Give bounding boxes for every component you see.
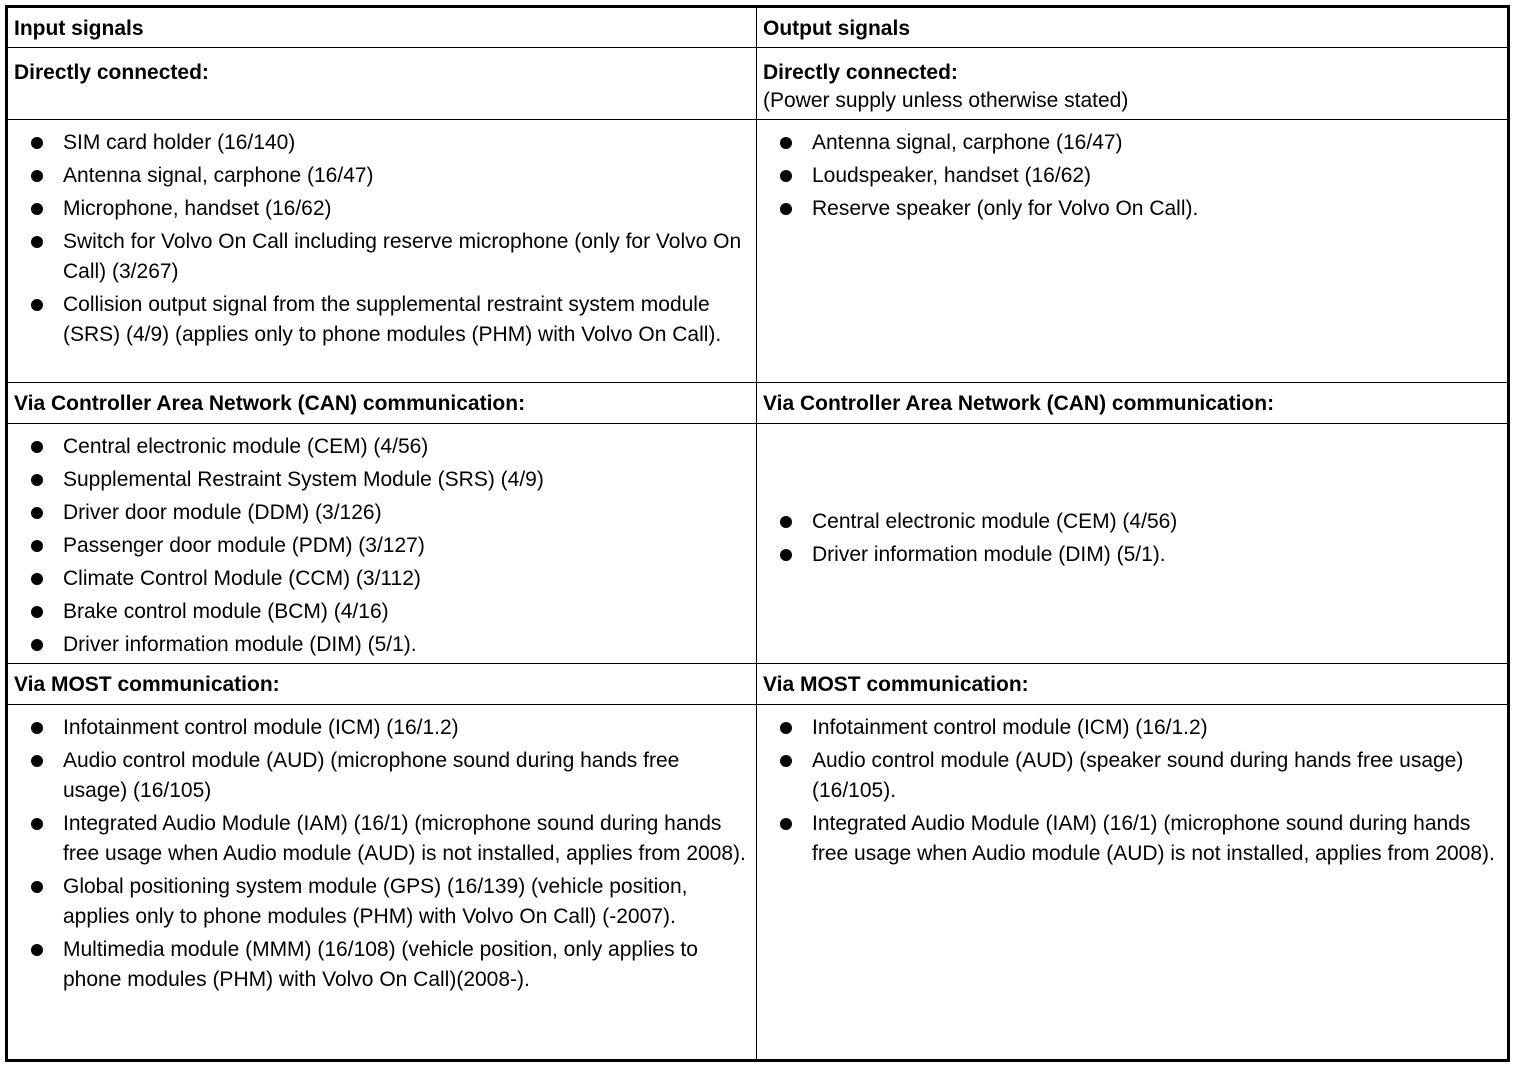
bullet-icon (780, 549, 792, 561)
list-item (8, 531, 756, 561)
list-item (8, 128, 756, 158)
bullet-icon (31, 944, 43, 956)
list-item-text: Passenger door module (PDM) (3/127) (63, 534, 425, 557)
list-item (8, 746, 756, 806)
list-item-text: Infotainment control module (ICM) (16/1.2) (812, 716, 1208, 739)
list-item-text: Climate Control Module (CCM) (3/112) (63, 567, 421, 590)
section-title-output: Via Controller Area Network (CAN) communication: (757, 383, 1509, 424)
bullet-icon (780, 722, 792, 734)
bullet-icon (31, 573, 43, 585)
list-item (8, 872, 756, 932)
list-item-text: Switch for Volvo On Call including reserve microphone (only for Volvo On Call) (3/267) (63, 230, 742, 283)
section-title-row (7, 664, 1509, 705)
bullet-icon (31, 236, 43, 248)
input-list-cell (7, 705, 757, 1061)
list-item-text: Brake control module (BCM) (4/16) (63, 600, 389, 623)
list-item-text: Infotainment control module (ICM) (16/1.2) (63, 716, 459, 739)
list-item (757, 713, 1507, 743)
bullet-icon (31, 881, 43, 893)
list-item (8, 194, 756, 224)
list-item-text: Driver information module (DIM) (5/1). (812, 542, 1166, 566)
bullet-icon (31, 606, 43, 618)
list-item (8, 227, 756, 287)
list-item-text: Audio control module (AUD) (speaker sound during hands free usage) (16/105). (812, 749, 1464, 802)
list-item-text: Collision output signal from the supplemental restraint system module (SRS) (4/9) (applies only to phone modules (PHM) with Volvo On Call). (63, 293, 722, 346)
list-item (757, 194, 1507, 224)
list-item-text: Integrated Audio Module (IAM) (16/1) (microphone sound during hands free usage when Audio module (AUD) is not installed, applies from 2008). (63, 812, 746, 865)
list-item (8, 498, 756, 528)
bullet-icon (780, 170, 792, 182)
list-item-text: Integrated Audio Module (IAM) (16/1) (microphone sound during hands free usage when Audio module (AUD) is not installed, applies from 2008). (812, 812, 1495, 865)
list-item-text: Driver door module (DDM) (3/126) (63, 501, 382, 524)
list-item (757, 540, 1507, 570)
bullet-icon (31, 507, 43, 519)
input-list-cell (7, 120, 757, 383)
list-item (757, 746, 1507, 806)
output-list (757, 507, 1507, 581)
bullet-icon (31, 299, 43, 311)
section-title-input: Via Controller Area Network (CAN) communication: (7, 383, 757, 424)
bullet-icon (780, 137, 792, 149)
list-item (8, 432, 756, 462)
list-item (8, 935, 756, 995)
bullet-icon (31, 170, 43, 182)
list-item-text: Central electronic module (CEM) (4/56) (63, 435, 429, 458)
list-item-text: Driver information module (DIM) (5/1). (63, 633, 417, 656)
bullet-icon (31, 441, 43, 453)
list-item (8, 597, 756, 627)
input-list-cell (7, 424, 757, 664)
section-title-output: Via MOST communication: (757, 664, 1509, 705)
bullet-icon (780, 203, 792, 215)
list-item-text: Antenna signal, carphone (16/47) (812, 131, 1123, 154)
section-title: Directly connected: (14, 61, 209, 84)
list-item (757, 161, 1507, 191)
list-item (757, 128, 1507, 158)
input-list (8, 424, 756, 660)
bullet-icon (31, 755, 43, 767)
list-item (8, 564, 756, 594)
list-item (8, 465, 756, 495)
bullet-icon (780, 755, 792, 767)
bullet-icon (31, 203, 43, 215)
section-title-input: Via MOST communication: (7, 664, 757, 705)
section-title-input (7, 48, 757, 120)
list-item (757, 507, 1507, 537)
section-title-output (757, 48, 1509, 120)
list-item (757, 809, 1507, 869)
list-item (8, 809, 756, 869)
signals-table (5, 5, 1510, 1062)
output-list (757, 705, 1507, 869)
bullet-icon (31, 722, 43, 734)
list-item-text: SIM card holder (16/140) (63, 131, 296, 154)
list-item (8, 713, 756, 743)
list-item-text: Audio control module (AUD) (microphone sound during hands free usage) (16/105) (63, 749, 680, 802)
section-title: Directly connected: (763, 61, 958, 84)
list-item-text: Supplemental Restraint System Module (SRS) (4/9) (63, 468, 544, 491)
input-signals-header: Input signals (7, 7, 757, 48)
input-list (8, 705, 756, 995)
list-item (8, 290, 756, 350)
list-item (8, 630, 756, 660)
output-signals-header: Output signals (757, 7, 1509, 48)
list-item-text: Loudspeaker, handset (16/62) (812, 164, 1092, 187)
list-item-text: Global positioning system module (GPS) (16/139) (vehicle position, applies only to phone modules (PHM) with Volvo On Call) (-2007). (63, 875, 688, 928)
bullet-icon (31, 818, 43, 830)
output-list (757, 120, 1507, 224)
input-list (8, 120, 756, 350)
list-item-text: Microphone, handset (16/62) (63, 197, 332, 220)
list-item-text: Central electronic module (CEM) (4/56) (812, 509, 1178, 533)
bullet-icon (31, 540, 43, 552)
bullet-icon (31, 137, 43, 149)
output-list-cell (757, 120, 1509, 383)
bullet-icon (780, 818, 792, 830)
output-list-cell (757, 705, 1509, 1061)
list-item (8, 161, 756, 191)
list-item-text: Antenna signal, carphone (16/47) (63, 164, 374, 187)
section-title-row (7, 383, 1509, 424)
section-items-row (7, 120, 1509, 383)
bullet-icon (31, 639, 43, 651)
bullet-icon (31, 474, 43, 486)
bullet-icon (780, 516, 792, 528)
header-row (7, 7, 1509, 48)
list-item-text: Multimedia module (MMM) (16/108) (vehicle position, only applies to phone modules (PHM) with Volvo On Call)(2008-). (63, 938, 698, 991)
list-item-text: Reserve speaker (only for Volvo On Call). (812, 197, 1199, 220)
output-list-cell (757, 424, 1509, 664)
section-subtitle: (Power supply unless otherwise stated) (763, 89, 1129, 112)
section-items-row (7, 424, 1509, 664)
section-title-row (7, 48, 1509, 120)
section-items-row (7, 705, 1509, 1061)
